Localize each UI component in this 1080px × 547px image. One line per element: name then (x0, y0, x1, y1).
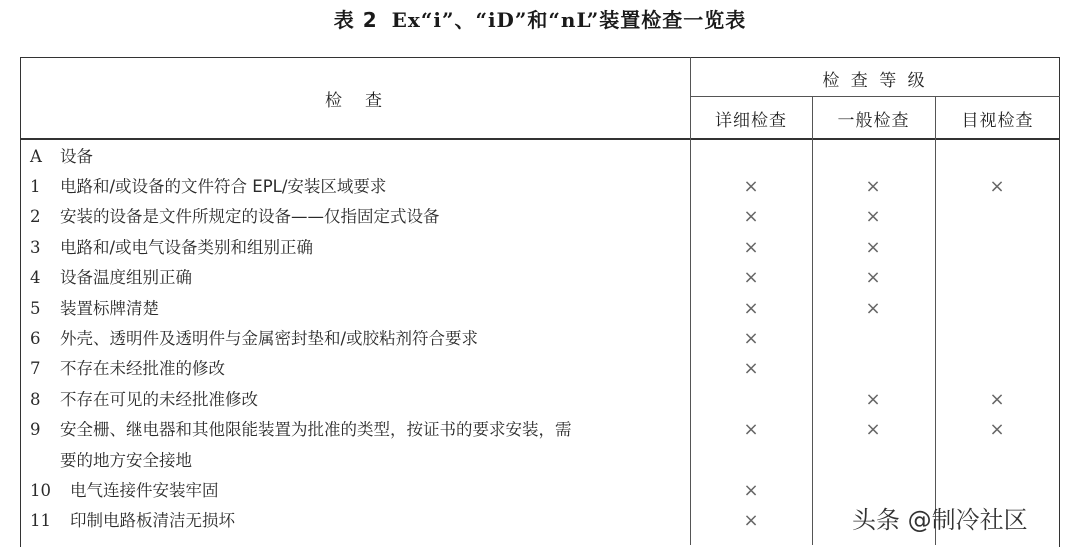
mark-detailed: × (743, 419, 759, 440)
mark-detailed: × (743, 358, 759, 379)
row-text: 电路和/或设备的文件符合 EPL/安装区域要求 (60, 177, 387, 196)
watermark: 头条 @制冷社区 (852, 506, 1028, 534)
row-text: 外壳、透明件及透明件与金属密封垫和/或胶粘剂符合要求 (60, 329, 479, 348)
row-number: 9 (30, 420, 41, 439)
row-text: 电气连接件安装牢固 (70, 481, 219, 500)
mark-general: × (865, 176, 881, 197)
table-caption: Ex“i”、“iD”和“nL”装置检查一览表 (391, 8, 747, 32)
section-heading (30, 142, 93, 172)
header-bottom-rule (20, 138, 1060, 140)
mark-general: × (865, 419, 881, 440)
table-row (30, 476, 219, 506)
mark-detailed: × (743, 480, 759, 501)
row-number: 5 (30, 299, 41, 318)
row-text: 不存在可见的未经批准修改 (60, 390, 258, 409)
section-label: 设备 (60, 147, 93, 166)
row-number: 10 (30, 481, 51, 500)
row-text: 装置标牌清楚 (60, 299, 159, 318)
row-number: 3 (30, 238, 41, 257)
table-row (30, 263, 192, 293)
row-number: 6 (30, 329, 41, 348)
table-row (30, 294, 159, 324)
mark-detailed: × (743, 298, 759, 319)
table-row (30, 506, 235, 536)
mark-general: × (865, 206, 881, 227)
row-number: 8 (30, 390, 41, 409)
table-row (30, 202, 440, 232)
mark-detailed: × (743, 510, 759, 531)
header-visual: 目视检查 (961, 111, 1034, 131)
col-divider-detailed (812, 96, 813, 545)
col-divider-general (935, 96, 936, 545)
mark-general: × (865, 237, 881, 258)
header-grade: 检 查 等 级 (822, 71, 928, 91)
row-text: 设备温度组别正确 (60, 268, 192, 287)
row-number: 7 (30, 359, 41, 378)
header-detailed: 详细检查 (715, 111, 787, 131)
mark-detailed: × (743, 237, 759, 258)
section-letter: A (30, 147, 42, 166)
row-text: 不存在未经批准的修改 (60, 359, 225, 378)
row-text: 安全栅、继电器和其他限能装置为批准的类型，按证书的要求安装，需 (60, 420, 572, 439)
mark-visual: × (989, 176, 1005, 197)
mark-detailed: × (743, 328, 759, 349)
row-text: 要的地方安全接地 (60, 451, 192, 470)
row-text: 电路和/或电气设备类别和组别正确 (60, 238, 314, 257)
row-number: 1 (30, 177, 41, 196)
grade-subheader-rule (690, 96, 1060, 97)
mark-detailed: × (743, 176, 759, 197)
table-row (30, 172, 386, 202)
table-row (30, 385, 258, 415)
header-general: 一般检查 (837, 111, 910, 131)
row-number: 11 (30, 511, 51, 530)
mark-general: × (865, 267, 881, 288)
header-inspection: 检 查 (325, 91, 385, 111)
table-row-continuation (30, 446, 192, 476)
table-row (30, 324, 478, 354)
mark-detailed: × (743, 206, 759, 227)
mark-detailed: × (743, 267, 759, 288)
mark-general: × (865, 298, 881, 319)
row-number: 4 (30, 268, 41, 287)
row-number: 2 (30, 207, 41, 226)
table-title (0, 4, 1080, 33)
row-text: 印制电路板清洁无损坏 (70, 511, 235, 530)
mark-visual: × (989, 389, 1005, 410)
table-row (30, 415, 572, 445)
row-text: 安装的设备是文件所规定的设备——仅指固定式设备 (60, 207, 440, 226)
mark-general: × (865, 389, 881, 410)
table-number: 表 2 (333, 8, 378, 32)
table-row (30, 233, 313, 263)
table-row (30, 354, 225, 384)
mark-visual: × (989, 419, 1005, 440)
